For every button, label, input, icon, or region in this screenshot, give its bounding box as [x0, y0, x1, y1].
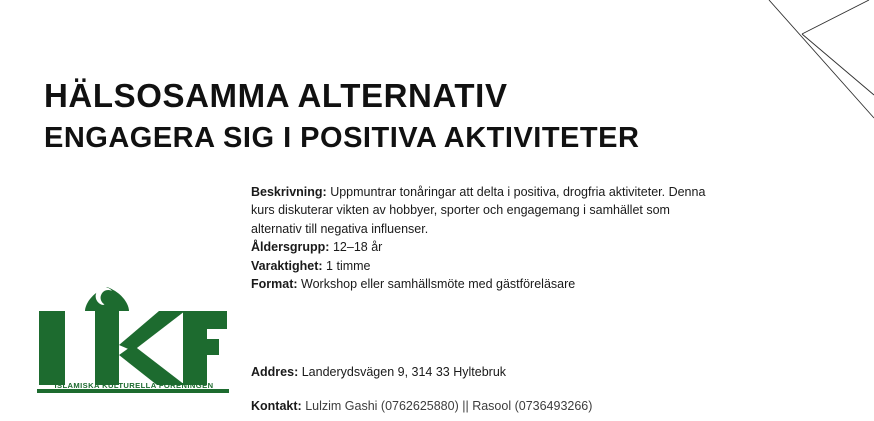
address-label: Addres:: [251, 364, 299, 379]
duration-row: [251, 257, 721, 275]
contact-value: Lulzim Gashi (0762625880) || Rasool (0736493266): [305, 399, 593, 414]
duration-value: 1 timme: [326, 258, 371, 273]
title-block: [44, 78, 639, 156]
page-subtitle: ENGAGERA SIG I POSITIVA AKTIVITETER: [44, 122, 640, 155]
format-row: [251, 275, 721, 293]
contact-row: [251, 397, 771, 416]
address-row: [251, 363, 771, 382]
course-details: [251, 183, 721, 293]
page-title: HÄLSOSAMMA ALTERNATIV: [44, 77, 508, 114]
logo-caption: ISLAMISKA KULTURELLA FÖRENINGEN: [54, 381, 214, 390]
address-value: Landerydsvägen 9, 314 33 Hyltebruk: [301, 364, 507, 379]
duration-label: Varaktighet:: [251, 258, 323, 273]
description-value: Uppmuntrar tonåringar att delta i positiva, drogfria aktiviteter. Denna kurs diskuterar vikten av hobbyer, sporter och engagemang i samhället som alternativ till negativa influenser.: [251, 185, 706, 236]
format-label: Format:: [251, 276, 298, 291]
age-value: 12–18 år: [332, 240, 383, 255]
contact-label: Kontakt:: [251, 399, 302, 414]
contact-details: [251, 350, 771, 421]
age-label: Åldersgrupp:: [251, 240, 330, 255]
description-label: Beskrivning:: [251, 185, 327, 199]
age-row: [251, 238, 721, 256]
description-row: [251, 183, 721, 238]
format-value: Workshop eller samhällsmöte med gästföreläsare: [301, 276, 576, 291]
